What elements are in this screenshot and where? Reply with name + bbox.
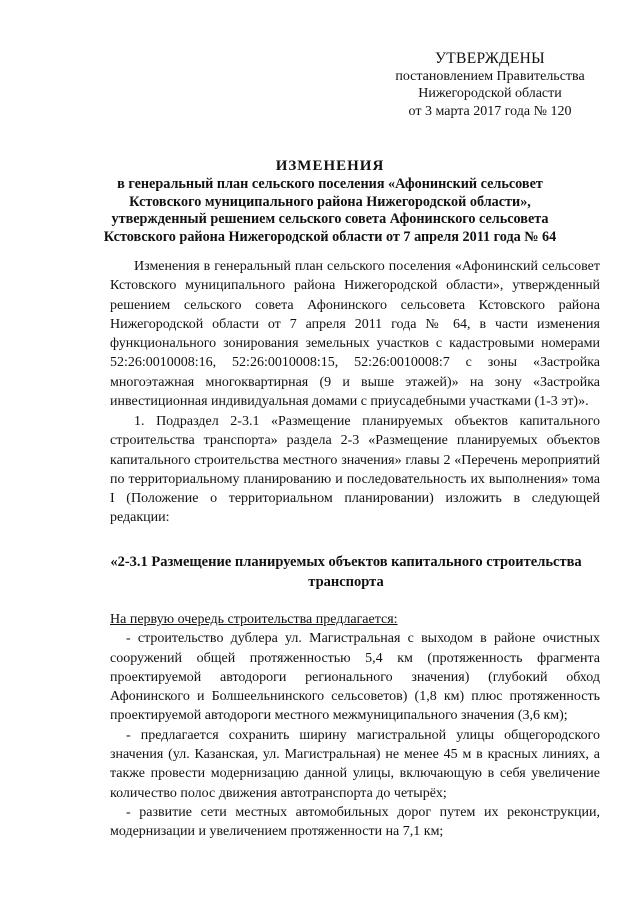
title-line: Кстовского района Нижегородской области от 7 апреля 2011 года № 64 (103, 229, 557, 246)
document-title (60, 158, 600, 247)
section-body (110, 610, 600, 842)
title-heading: ИЗМЕНЕНИЯ (275, 158, 385, 174)
approval-line: постановлением Правительства (395, 68, 585, 84)
first-stage-heading: На первую очередь строительства предлагается: (110, 612, 398, 627)
title-line: утвержденный решением сельского совета Афонинского сельсовета (111, 211, 549, 228)
intro-paragraph: Изменения в генеральный план сельского поселения «Афонинский сельсовет Кстовского муниципального района Нижегородской области», утвержденный решением сельского совета Афонинского сельсовета Кстовского района Нижегородской области от 7 апреля 2011 года № 64, в части изменения функционального зонирования земельных участков с кадастровыми номерами 52:26:0010008:16, 52:26:0010008:15, 52:26:0010008:7 с зоны «Застройка многоэтажная многоквартирная (9 и выше этажей)» на зону «Застройка инвестиционная индивидуальная домами с приусадебными участками (1-3 эт)». (110, 259, 600, 410)
approval-line: от 3 марта 2017 года № 120 (408, 103, 572, 119)
list-item: - строительство дублера ул. Магистральная с выходом в районе очистных сооружений общей протяженностью 5,4 км (протяженность фрагмента проектируемой автодороги регионального значения) (глубокий обход Афонинского и Болшеельнинского сельсоветов) (1,8 км) плюс протяженность проектируемой автодороги местного межмуниципального значения (3,6 км); (110, 631, 600, 724)
list-item: - предлагается сохранить ширину магистральной улицы общегородского значения (ул. Казанская, ул. Магистральная) не менее 45 м в красных линиях, а также провести модернизацию данной улицы, включающую в себя увеличение количество полос движения автотранспорта до четырёх; (110, 727, 600, 801)
title-line: Кстовского муниципального района Нижегородской области», (129, 193, 531, 210)
approval-line: Нижегородской области (418, 86, 562, 101)
title-line: в генеральный план сельского поселения «Афонинский сельсовет (117, 175, 543, 192)
intro-block (110, 257, 600, 411)
list-item: - развитие сети местных автомобильных дорог путем их реконструкции, модернизации и увеличением протяженности на 7,1 км; (110, 804, 600, 840)
section-title: «2-3.1 Размещение планируемых объектов капитального строительства транспорта (110, 554, 582, 590)
approval-title: УТВЕРЖДЕНЫ (435, 50, 545, 67)
point-1-paragraph: 1. Подраздел 2-3.1 «Размещение планируемых объектов капитального строительства транспорта» раздела 2-3 «Размещение планируемых объектов капитального строительства местного значения» главы 2 «Перечень мероприятий по территориальному планированию и последовательность их выполнения» тома I (Положение о территориальном планировании) изложить в следующей редакции: (110, 414, 600, 526)
approval-stamp (382, 50, 598, 120)
point-block (110, 412, 600, 528)
